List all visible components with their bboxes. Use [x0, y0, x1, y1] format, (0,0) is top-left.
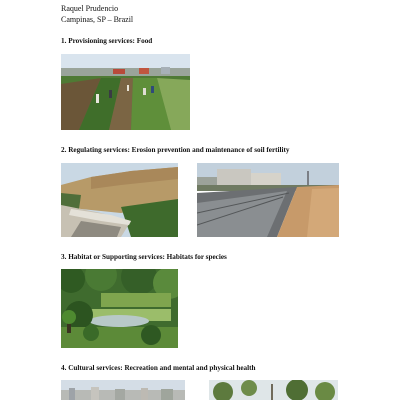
author-name: Raquel Prudencio	[61, 4, 119, 13]
author-location: Campinas, SP – Brazil	[61, 15, 134, 24]
slope-erosion-control-photo	[61, 163, 178, 237]
city-skyline-photo	[61, 380, 185, 400]
trees-park-photo	[209, 380, 338, 400]
green-park-habitat-photo	[61, 269, 178, 348]
section-3-heading: 3. Habitat or Supporting services: Habitats for species	[61, 253, 227, 261]
section-2-heading: 2. Regulating services: Erosion prevention and maintenance of soil fertility	[61, 146, 290, 154]
section-4-heading: 4. Cultural services: Recreation and mental and physical health	[61, 364, 256, 372]
section-1-heading: 1. Provisioning services: Food	[61, 37, 153, 45]
soil-stabilization-works-photo	[197, 163, 339, 237]
vegetable-farm-photo	[61, 54, 190, 130]
